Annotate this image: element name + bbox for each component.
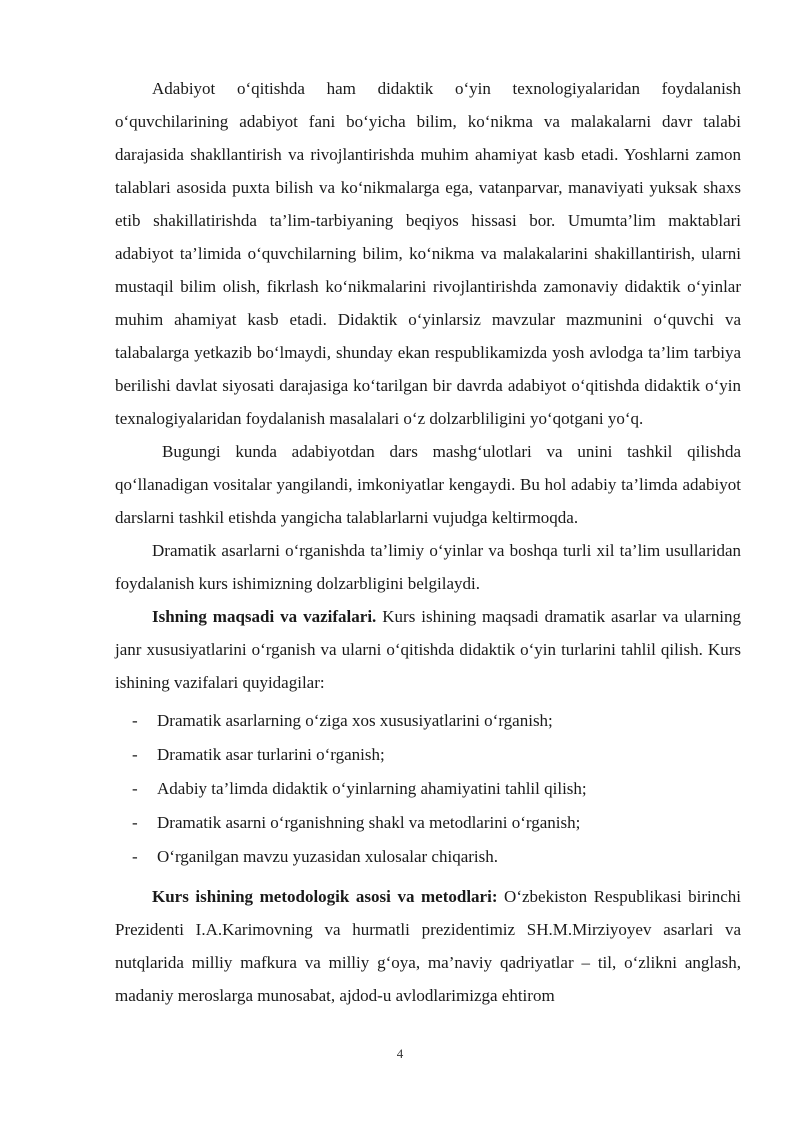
list-dash: - (132, 711, 138, 730)
list-item-text: Adabiy ta’limda didaktik o‘yinlarning ahamiyatini tahlil qilish; (157, 779, 587, 798)
list-item (115, 704, 741, 738)
methodology-text: O‘zbekiston Respublikasi birinchi Prezidenti I.A.Karimovning va hurmatli prezidentimiz SH.M.Mirziyoyev asarlari va nutqlarida milliy mafkura va milliy g‘oya, ma’naviy qadriyatlar – til, o‘zlikni anglash, madaniy meroslarga munosabat, ajdod-u avlodlarimizga ehtirom (115, 887, 741, 1005)
paragraph-goals (115, 600, 741, 699)
paragraph-methodology (115, 880, 741, 1012)
list-dash: - (132, 813, 138, 832)
goals-text: Kurs ishining maqsadi dramatik asarlar va ularning janr xususiyatlarini o‘rganish va ularni o‘qitishda didaktik o‘yin turlarini tahlil qilish. Kurs ishining vazifalari quyidagilar: (115, 607, 741, 692)
list-item (115, 738, 741, 772)
goals-heading: Ishning maqsadi va vazifalari. (152, 607, 377, 626)
document-page (115, 72, 741, 1012)
list-dash: - (132, 745, 138, 764)
list-dash: - (132, 847, 138, 866)
list-item-text: O‘rganilgan mavzu yuzasidan xulosalar chiqarish. (157, 847, 498, 866)
list-item-text: Dramatik asarni o‘rganishning shakl va metodlarini o‘rganish; (157, 813, 581, 832)
page-number: 4 (396, 1046, 404, 1061)
list-dash: - (132, 779, 138, 798)
list-item-text: Dramatik asar turlarini o‘rganish; (157, 745, 385, 764)
tasks-list (115, 704, 741, 874)
paragraph-relevance: Dramatik asarlarni o‘rganishda ta’limiy o‘yinlar va boshqa turli xil ta’lim usullaridan foydalanish kurs ishimizning dolzarbligini belgilaydi. (115, 541, 741, 593)
list-item-text: Dramatik asarlarning o‘ziga xos xususiyatlarini o‘rganish; (157, 711, 553, 730)
paragraph-modern-lessons: Bugungi kunda adabiyotdan dars mashg‘ulotlari va unini tashkil qilishda qo‘llanadigan vositalar yangilandi, imkoniyatlar kengaydi. Bu hol adabiy ta’limda adabiyot darslarni tashkil etishda yangicha talablarlarni vujudga keltirmoqda. (115, 442, 741, 527)
list-item (115, 806, 741, 840)
list-item (115, 772, 741, 806)
paragraph-intro: Adabiyot o‘qitishda ham didaktik o‘yin texnologiyalaridan foydalanish o‘quvchilarining adabiyot fani bo‘yicha bilim, ko‘nikma va malakalarni davr talabi darajasida shakllantirish va rivojlantirishda muhim ahamiyat kasb etadi. Yoshlarni zamon talablari asosida puxta bilish va ko‘nikmalarga ega, vatanparvar, manaviyati yuksak shaxs etib shakillatirishda ta’lim-tarbiyaning beqiyos hissasi bor. Umumta’lim maktablari adabiyot ta’limida o‘quvchilarning bilim, ko‘nikma va malakalarini shakillantirish, ularni mustaqil bilim olish, fikrlash ko‘nikmalarini rivojlantirishda zamonaviy didaktik o‘yinlar muhim ahamiyat kasb etadi. Didaktik o‘yinlarsiz mavzular mazmunini o‘quvchi va talabalarga yetkazib bo‘lmaydi, shunday ekan respublikamizda yosh avlodga ta’lim tarbiya berilishi davlat siyosati darajasiga ko‘tarilgan bir davrda adabiyot o‘qitishda didaktik o‘yin texnalogiyalaridan foydalanish masalalari o‘z dolzarbliligini yo‘qotgani yo‘q. (115, 79, 741, 428)
list-item (115, 840, 741, 874)
methodology-heading: Kurs ishining metodologik asosi va metodlari: (152, 887, 498, 906)
